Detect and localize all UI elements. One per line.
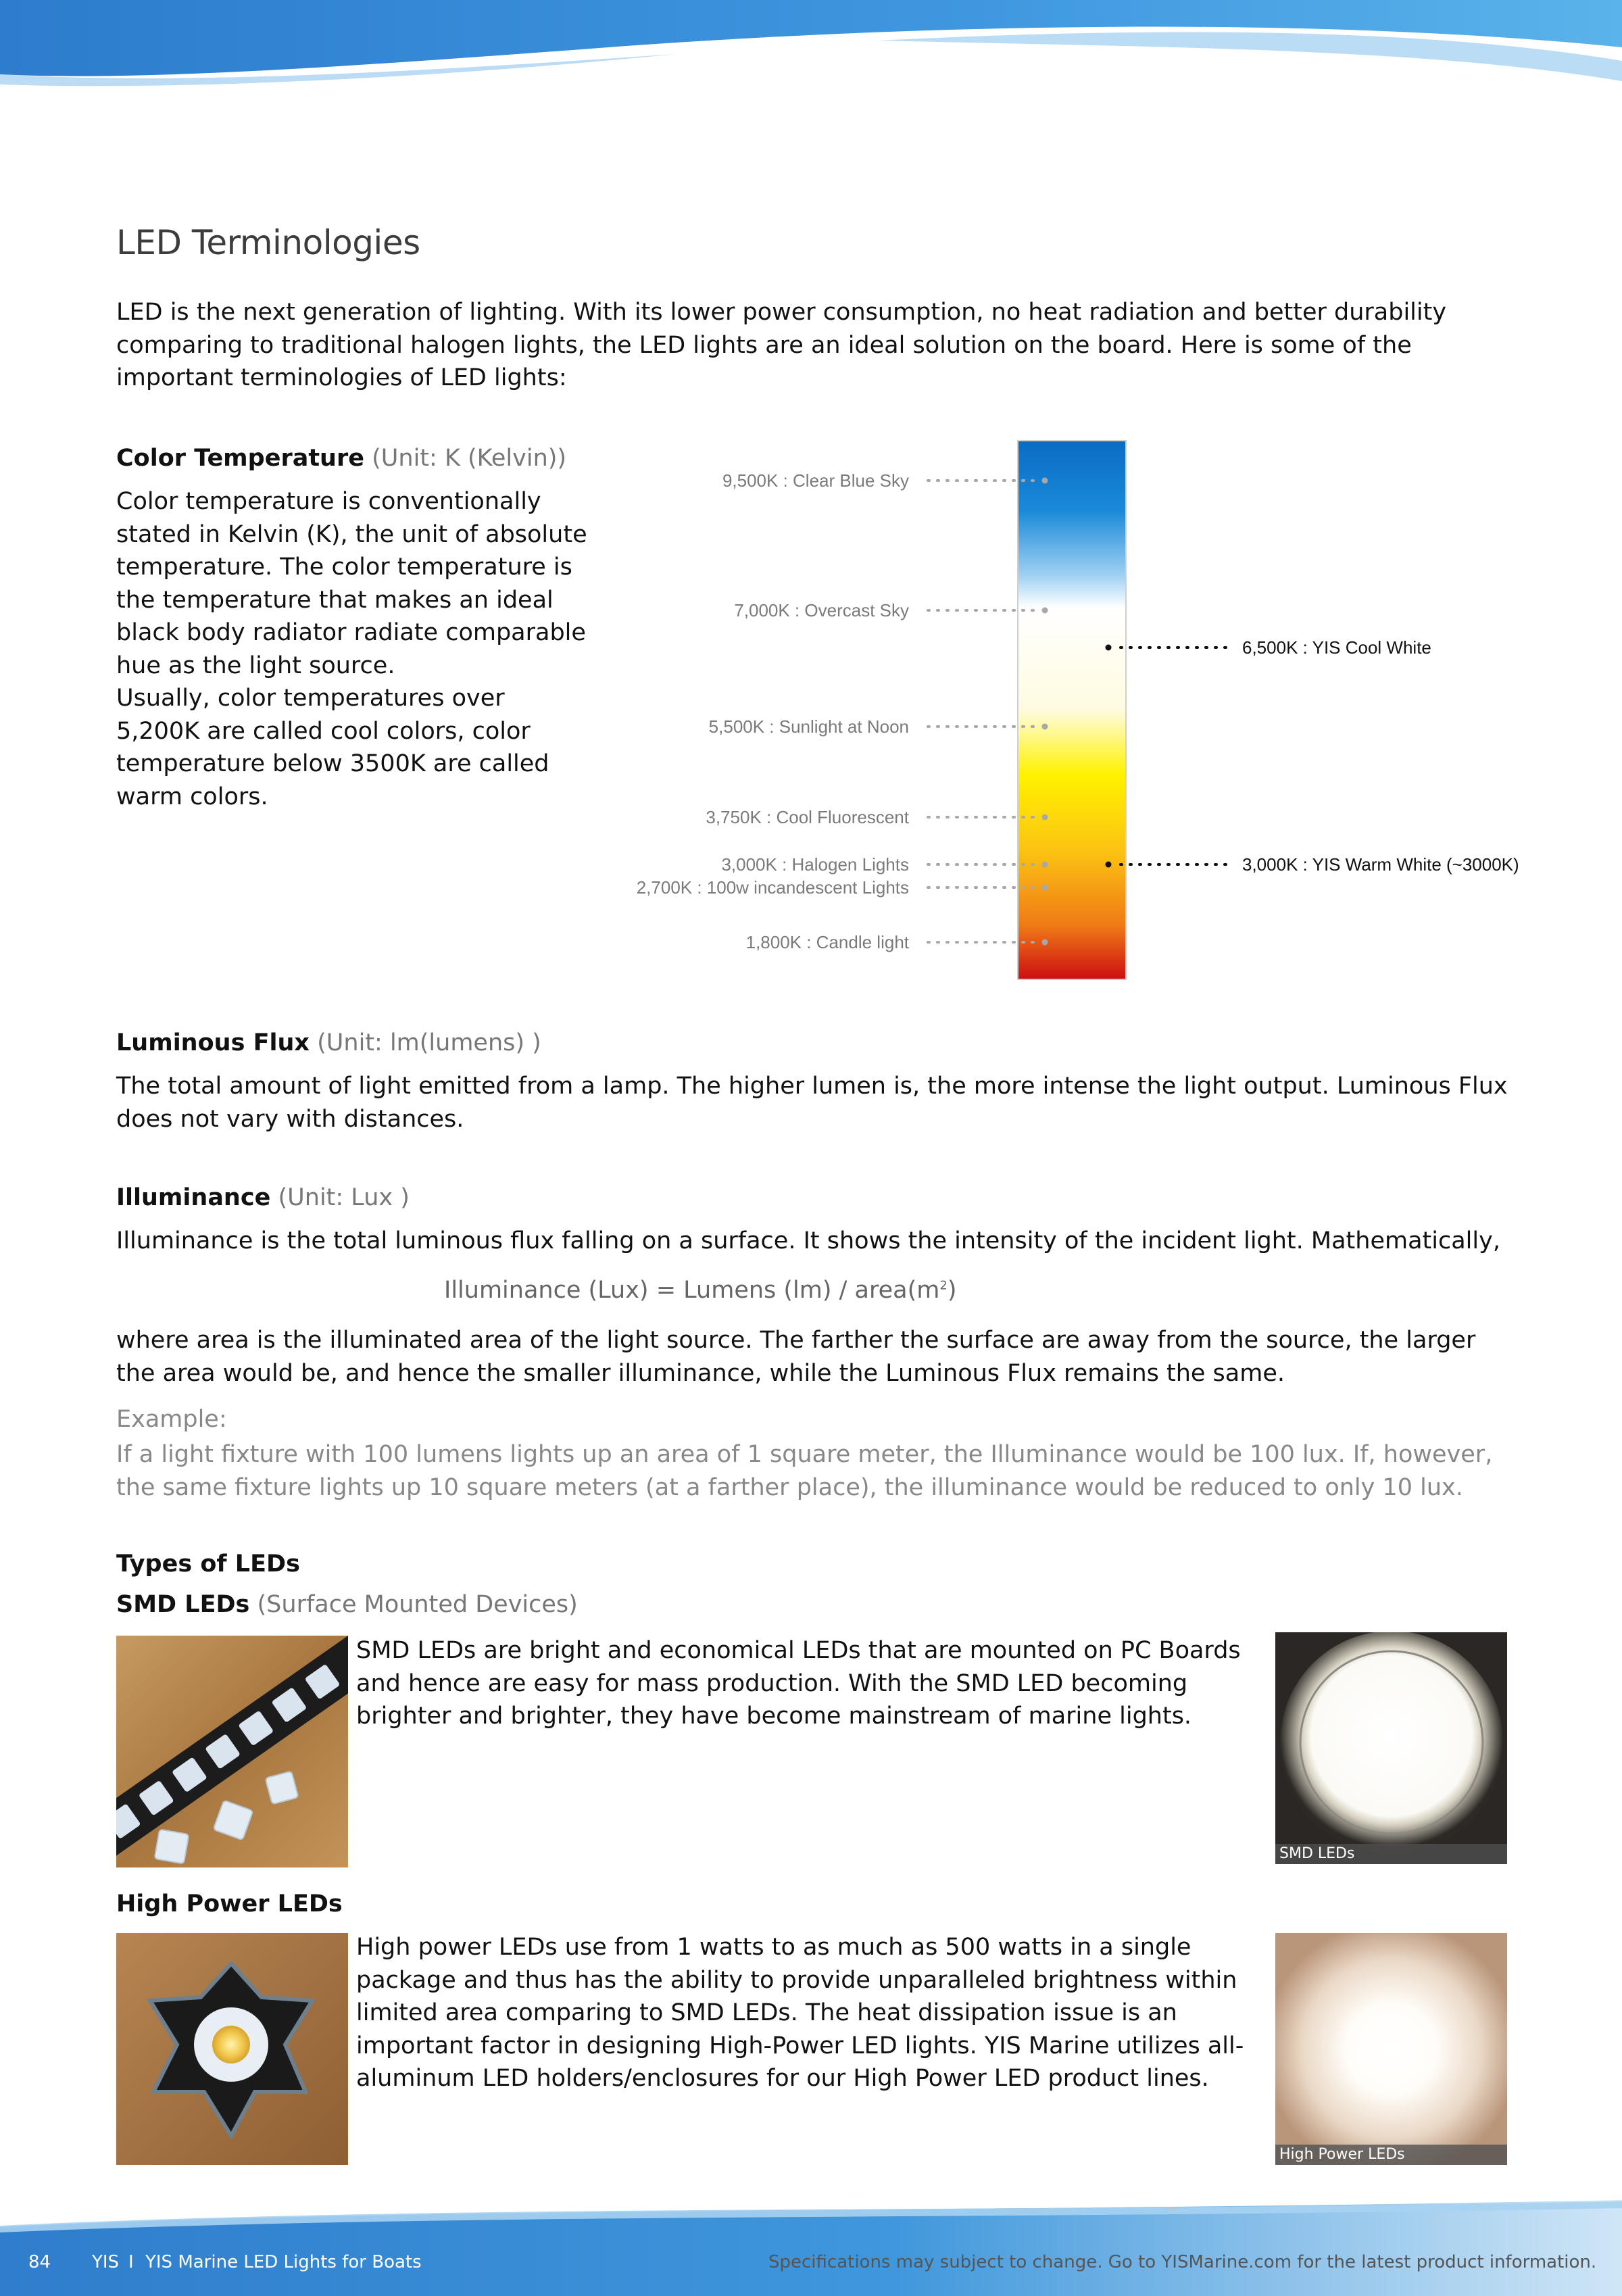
reference-dot: [1042, 608, 1048, 614]
page-number: 84: [28, 2252, 51, 2272]
high-power-heading: High Power LEDs: [116, 1890, 343, 1918]
smd-subtitle: (Surface Mounted Devices): [257, 1591, 578, 1618]
example-body: If a light fixture with 100 lumens lights up an area of 1 square meter, the Illuminance would be 100 lux. If, however, the same fixture lights up 10 square meters (at a farther place), the illuminance would be reduced to only 10 lux.: [116, 1441, 1493, 1501]
formula-text: Illuminance (Lux) = Lumens (lm) / area(m: [444, 1277, 940, 1304]
illuminance-heading: [116, 1184, 410, 1211]
smd-strip-photo: [116, 1636, 348, 1867]
types-heading: Types of LEDs: [116, 1550, 300, 1578]
color-temperature-scale: [608, 433, 1554, 994]
reference-label: 5,500K : Sunlight at Noon: [708, 716, 909, 737]
luminous-flux-heading: [116, 1029, 541, 1056]
footer-brand: YIS: [92, 2252, 120, 2272]
footer-subtitle: YIS Marine LED Lights for Boats: [145, 2252, 422, 2272]
reference-dot: [1042, 814, 1048, 821]
reference-dot: [1042, 862, 1048, 868]
intro-paragraph: LED is the next generation of lighting. With its lower power consumption, no heat radiation and better durability comparing to traditional halogen lights, the LED lights are an ideal solution on the board. Here is some of the important terminologies of LED lights:: [116, 299, 1447, 391]
reference-dot: [1042, 885, 1048, 891]
color-temperature-description: [116, 485, 589, 813]
illuminance-body-2: where area is the illuminated area of the light source. The farther the surface are away from the source, the larger the area would be, and hence the smaller illuminance, while the Luminous Flux remains the same.: [116, 1327, 1476, 1387]
product-dot: [1106, 862, 1112, 868]
product-label: 3,000K : YIS Warm White (~3000K): [1242, 854, 1519, 875]
high-power-body: High power LEDs use from 1 watts to as much as 500 watts in a single package and thus has the ability to provide unparalleled brightness within limited area comparing to SMD LEDs. The heat dissipation issue is an important factor in designing High-Power LED lights. YIS Marine utilizes all-aluminum LED holders/enclosures for our High Power LED product lines.: [356, 1934, 1244, 2092]
footer-wave-banner: [0, 2200, 1622, 2296]
high-power-photo-caption: High Power LEDs: [1275, 2145, 1507, 2165]
product-label: 6,500K : YIS Cool White: [1242, 637, 1431, 658]
luminous-flux-title: Luminous Flux: [116, 1029, 310, 1056]
high-power-led-photo: [116, 1933, 348, 2165]
formula-end: ): [947, 1277, 957, 1304]
reference-dot: [1042, 939, 1048, 946]
reference-label: 7,000K : Overcast Sky: [734, 600, 909, 620]
reference-dot: [1042, 478, 1048, 484]
reference-label: 2,700K : 100w incandescent Lights: [636, 877, 909, 898]
color-temperature-title: Color Temperature: [116, 445, 364, 472]
product-markers: [1106, 637, 1519, 875]
color-temperature-body-2: Usually, color temperatures over 5,200K are called cool colors, color temperature below 3500K are called warm colors.: [116, 685, 549, 810]
illuminance-unit: (Unit: Lux ): [278, 1184, 410, 1211]
illuminance-formula: [444, 1277, 956, 1304]
luminous-flux-body: The total amount of light emitted from a lamp. The higher lumen is, the more intense the light output. Luminous Flux does not vary with distances.: [116, 1073, 1508, 1133]
smd-body: SMD LEDs are bright and economical LEDs that are mounted on PC Boards and hence are easy for mass production. With the SMD LED becoming brighter and brighter, they have become mainstream of marine lights.: [356, 1637, 1241, 1730]
formula-superscript: 2: [939, 1278, 948, 1293]
header-wave-banner: [0, 0, 1622, 95]
page-title: LED Terminologies: [116, 223, 420, 262]
reference-dot: [1042, 724, 1048, 730]
illuminance-title: Illuminance: [116, 1184, 271, 1211]
reference-label: 9,500K : Clear Blue Sky: [722, 470, 909, 491]
reference-label: 3,750K : Cool Fluorescent: [706, 807, 909, 827]
color-temperature-heading: [116, 445, 566, 472]
smd-lit-photo: [1275, 1632, 1507, 1864]
footer-note: Specifications may subject to change. Go to YISMarine.com for the latest product information.: [768, 2252, 1597, 2272]
smd-title: SMD LEDs: [116, 1591, 250, 1618]
footer-separator: I: [128, 2252, 134, 2272]
smd-photo-caption: SMD LEDs: [1275, 1844, 1507, 1864]
product-dot: [1106, 645, 1112, 651]
example-label: Example:: [116, 1406, 227, 1433]
reference-markers: [637, 470, 1048, 952]
smd-heading: [116, 1591, 578, 1618]
color-temperature-unit: (Unit: K (Kelvin)): [372, 445, 567, 472]
illuminance-body: Illuminance is the total luminous flux falling on a surface. It shows the intensity of the incident light. Mathematically,: [116, 1227, 1500, 1254]
high-power-lit-photo: [1275, 1933, 1507, 2165]
color-gradient-bar: [1018, 441, 1126, 979]
color-temperature-body: Color temperature is conventionally stated in Kelvin (K), the unit of absolute temperature. The color temperature is the temperature that makes an ideal black body radiator radiate comparable hue as the light source.: [116, 488, 587, 679]
luminous-flux-unit: (Unit: lm(lumens) ): [317, 1029, 541, 1056]
reference-label: 3,000K : Halogen Lights: [721, 854, 909, 875]
reference-label: 1,800K : Candle light: [745, 932, 909, 952]
